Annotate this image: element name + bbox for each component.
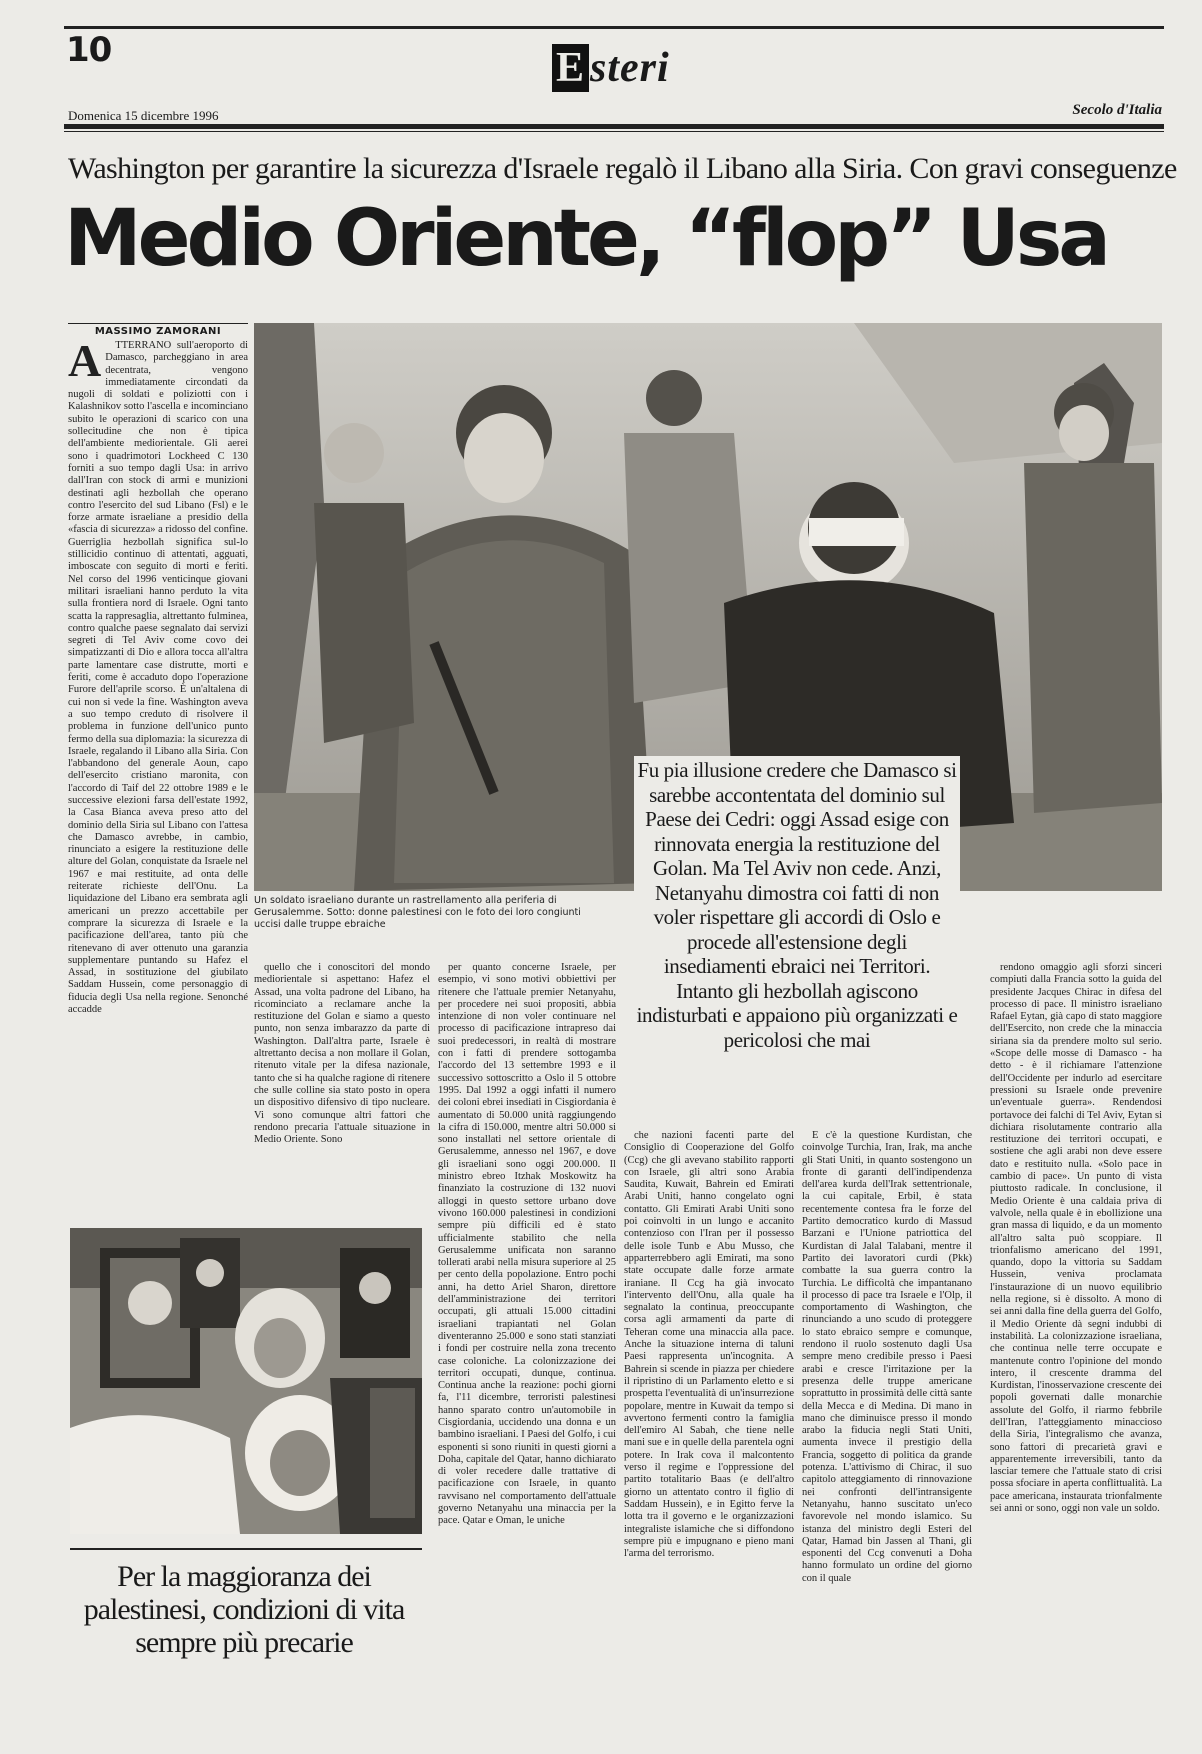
dropcap: A (68, 340, 102, 386)
subhead-rule (70, 1548, 422, 1550)
byline: MASSIMO ZAMORANI (68, 323, 248, 337)
column-1-text: TTERRANO sull'aeroporto di Damasco, parcheggiano in area decentrata, vengono immediatamente circondati da nugoli di soldati e poliziotti con i Kalashnikov sotto l'ascella e incominciano subito le operazioni di scarico con una sollecitudine che non è tipica dell'ambiente mediorientale. Gli aerei sono i quadrimotori Lockheed C 130 forniti a suo tempo dagli Usa: in arrivo dall'Iran con stock di armi e munizioni destinati agli hezbollah che operano contro l'esercito del sud Libano (Fsl) e le forze armate israeliane a presidio della «fascia di sicurezza» a ridosso del confine. Guerriglia hezbollah significa sul-lo stillicidio continuo di attentati, agguati, imboscate con seguito di morti e feriti. Nel corso del 1996 venticinque giovani militari israeliani hanno perduto la vita sulla frontiera nord di Israele. Ogni tanto scatta la rappresaglia, altrettanto fulminea, contro qualche paese segnalato dai servizi segreti di Tel Aviv come covo dei simpatizzanti di Dio e allora tocca all'altra parte lamentare case distrutte, morti e feriti, come è accaduto dopo l'operazione Furore dell'aprile scorso. È un'altalena di cui non si vede la fine. Washington aveva a suo tempo creduto di risolvere il problema in funzione dell'unico punto fermo della sua diplomazia: la sicurezza di Israele, regalando il Libano alla Siria. Con l'abbandono del generale Aoun, capo dell'esercito cristiano maronita, con l'accordo di Taif del 22 ottobre 1989 e le successive elezioni farsa dell'estate 1992, la Casa Bianca aveva preso atto del dominio della Siria sul Libano con l'attesa che Damasco avrebbe, in cambio, rinunciato a esigere la restituzione delle alture del Golan, conquistate da Israele nel 1967 e mai restituite, ad onta delle reiterate richieste dell'Onu. La liquidazione del Libano era sembrata agli americani un prezzo accettabile per comprare la sicurezza di Israele e la pacificazione dell'area, tanto più che ritenevano di aver ottenuto una garanzia supplementare puntando su Hafez el Assad, in sostituzione del giubilato Saddam Hussein, come personaggio di fiducia degli Usa nella regione. Senonché accadde (68, 340, 248, 1016)
kicker: Washington per garantire la sicurezza d'Israele regalò il Libano alla Siria. Con gravi conseguenze (68, 152, 1177, 185)
page-number: 10 (66, 30, 112, 70)
column-3-text: per quanto concerne Israele, per esempio, vi sono motivi obbiettivi per ritenere che l'attuale premier Netanyahu, per procedere nei suoi propositi, abbia intenzione di non voler continuare nel processo di pacificazione intrapreso dai suoi predecessori, in realtà di mostrare con i fatti di prendere sottogamba l'accordo del 13 settembre 1993 e il successivo sottoscritto a Oslo il 5 ottobre 1995. Dal 1992 a oggi infatti il numero dei coloni ebrei insediati in Cisgiordania è aumentato di 50.000 unità raggiungendo la cifra di 150.000, mentre altri 50.000 si sono installati nel settore orientale di Gerusalemme, annesso nel 1967, e dove gli israeliani sono oggi 200.000. Il ministro ebreo Itzhak Moskowitz ha finanziato la costruzione di 132 nuovi alloggi in questo settore urbano dove vivono 160.000 palestinesi in condizioni sempre più difficili ed è stato ufficialmente stabilito che nella Gerusalemme unificata non saranno tollerati arabi nella misura superiore al 25 per cento della popolazione. Entro pochi anni, ha detto Ariel Sharon, direttore dell'amministrazione dei territori occupati, gli attuali 15.000 cittadini israeliani trapiantati nel Golan diventeranno 25.000 e sono stati stanziati i fondi per costruire nella zona trecento case coloniche. La colonizzazione dei territori occupati, dunque, continua. Continua anche la reazione: pochi giorni fa, l'11 dicembre, terroristi palestinesi hanno sparato contro un'automobile in Cisgiordania, uccidendo una donna e un bambino israeliani. I Paesi del Golfo, i cui esponenti si sono riuniti in questi giorni a Doha, capitale del Qatar, hanno dichiarato di voler recedere dalle trattative di pacificazione con Israele, in quanto ravvisano nel comportamento dell'attuale governo Netanyahu una minaccia per la pace. Qatar e Oman, le uniche (438, 962, 616, 1527)
headline: Medio Oriente, “flop” Usa (64, 194, 1107, 284)
subhead: Per la maggioranza dei palestinesi, condizioni di vita sempre più precarie (83, 1560, 405, 1659)
column-2-text: quello che i conoscitori del mondo mediorientale si aspettano: Hafez el Assad, una volta padrone del Libano, ha ricominciato a reclamare anche la restituzione del Golan e siamo a questo punto, non senza imbarazzo da parte di Washington. Dall'altra parte, Israele è altrettanto decisa a non mollare il Golan, ritenuto vitale per la difesa nazionale, tanto che si ha qualche ragione di ritenere che sulle colline sia stato posto in opera un dispositivo difensivo di tipo nucleare. Vi sono comunque altri fattori che rendono precaria l'attuale situazione in Medio Oriente. Sono (254, 962, 430, 1146)
top-rule (64, 26, 1164, 29)
photo-caption: Un soldato israeliano durante un rastrellamento alla periferia di Gerusalemme. Sotto: donne palestinesi con le foto dei loro congiunti uccisi dalle truppe ebraiche (254, 895, 581, 930)
article-column-3 (438, 962, 616, 1732)
pull-quote: Fu pia illusione credere che Damasco si sarebbe accontentata del dominio sul Paese dei Cedri: oggi Assad esige con rinnovata energia la restituzione del Golan. Ma Tel Aviv non cede. Anzi, Netanyahu dimostra coi fatti di non voler rispettare gli accordi di Oslo e procede all'estensione degli insediamenti ebraici nei Territori. Intanto gli hezbollah agiscono indisturbati e appaiono più organizzati e pericolosi che mai (634, 756, 960, 1052)
header-rule-thin (64, 131, 1164, 132)
article-column-4 (624, 1130, 794, 1732)
article-column-1 (68, 340, 248, 1202)
header-rule (64, 124, 1164, 129)
column-5-text: E c'è la questione Kurdistan, che coinvolge Turchia, Iran, Irak, ma anche gli Stati Uniti, in quanto sostengono un fronte di garanti dell'indipendenza dell'area kurda dell'Irak settentrionale, la cui capitale, Erbil, è stata recentemente contesa fra le forze del Partito democratico kurdo di Massud Barzani e l'Unione patriottica del Kurdistan di Jalal Talabani, mentre il Partito dei lavoratori curdi (Pkk) combatte la sua guerra contro la Turchia. Le difficoltà che impantanano il processo di pace tra Israele e l'Olp, il comportamento di Washington, che rinunciando a uno scudo di proteggere lo stato ebraico sempre e comunque, rendono il ruolo sostenuto dagli Usa sempre meno credibile presso i Paesi arabi e cresce l'irritazione per la presenza delle truppe americane soprattutto in prossimità delle città sante della Mecca e di Medina. Di mano in mano che diminuisce presso il mondo arabo la fiducia negli Stati Uniti, aumenta invece il prestigio della Francia, soggetto di politica da grande potenza. L'attivismo di Chirac, il suo capitolo atteggiamento di rinnovazione nei confronti dell'intransigente Netanyahu, hanno suscitato un'eco favorevole nel mondo islamico. Su istanza del ministro degli Esteri del Qatar, Hamad bin Jassen al Thani, gli esponenti del Ccg convenuti a Doha hanno formulato un ordine del giorno con il quale (802, 1130, 972, 1584)
section-initial: E (552, 44, 589, 92)
column-6-text: rendono omaggio agli sforzi sinceri compiuti dalla Francia sotto la guida del presidente Jacques Chirac in difesa del processo di pace. Il ministro israeliano Rafael Eytan, già capo di stato maggiore dell'Esercito, non crede che la minaccia siriana sia da prendere molto sul serio. «Scope delle mosse di Damasco - ha detto - è il richiamare l'attenzione dell'Occidente per indurlo ad esercitare pressioni su Israele onde prevenire un'eventuale guerra». Rendendosi portavoce dei falchi di Tel Aviv, Eytan si dichiara risolutamente contrario alla restituzione dei territori occupati, e sostiene che agli arabi non deve essere dato e restituito nulla. «Solo pace in cambio di pace». Un punto di vista piuttosto radicale. In conclusione, il Medio Oriente è una caldaia priva di valvole, nella quale è in ebollizione una gran massa di liquido, e da un momento all'altro salta può scoppiare. Il trionfalismo americano del 1991, quando, dopo la vittoria su Saddam Hussein, veniva proclamata l'instaurazione di un nuovo equilibrio nella regione, si è dissolto. A mono di sei anni dalla fine della guerra del Golfo, il Medio Oriente dà segni indubbi di instabilità. La colonizzazione israeliana, che continua nelle terre occupate e mantenute contro l'opinione del mondo intero, il crescente dramma del Kurdistan, l'inosservazione crescente dei popoli governati dalle monarchie assolute del Golfo, il riarmo febbrile dell'Iran, l'atteggiamento minaccioso della Siria, l'integralismo che avanza, sono fattori di precarietà gravi e apparentemente irreversibili, tanto da lasciar temere che l'attuale stato di crisi possa sfociare in aperta conflittualità. La pace americana, instaurata trionfalmente sei anni or sono, oggi non vale un soldo. (990, 962, 1162, 1515)
article-column-2 (254, 962, 430, 1200)
dateline: Domenica 15 dicembre 1996 (68, 108, 219, 123)
section-title-rest: steri (590, 45, 670, 91)
section-title (552, 44, 670, 92)
women-photo (70, 1228, 422, 1534)
column-4-text: che nazioni facenti parte del Consiglio di Cooperazione del Golfo (Ccg) che gli avevano stabilito rapporti con Israele, gli altri sono Arabia Saudita, Kuwait, Bahrein ed Emirati Arabi Uniti, hanno congelato ogni contatto. Gli Emirati Arabi Uniti sono poi coinvolti in un lungo e accanito contenzioso con l'Iran per il possesso delle isole Tunb e Abu Musso, che apparterrebbero agli Emirati, ma sono state occupate dalle forze armate iraniane. Il Ccg ha già invocato l'intervento dell'Onu, alla quale ha segnalato la continua, preoccupante corsa agli armamenti da parte di Teheran come una minaccia alla pace. Anche la situazione interna di taluni Paesi rappresenta un'incognita. A Bahrein si scende in piazza per chiedere il ripristino di un Parlamento eletto e si prospetta l'eventualità di un'insurrezione popolare, mentre in Kuwait da tempo si avvertono fermenti contro la famiglia dell'emiro Al Sabah, che tiene nelle mani sue e in quelle della parentela ogni potere. In Irak cova il malcontento verso il regime e l'oppressione del partito totalitario Baas (e dell'altro giorno un attentato contro il figlio di Saddam Hussein), e in Egitto ferve la lotta tra il governo e le organizzazioni integraliste islamiche che si diffondono sempre più e impugnano e pieno mani l'arma del terrorismo. (624, 1130, 794, 1560)
article-column-5 (802, 1130, 972, 1732)
article-column-6 (990, 962, 1162, 1732)
masthead: Secolo d'Italia (1072, 102, 1162, 118)
women-photo-image (70, 1228, 422, 1534)
